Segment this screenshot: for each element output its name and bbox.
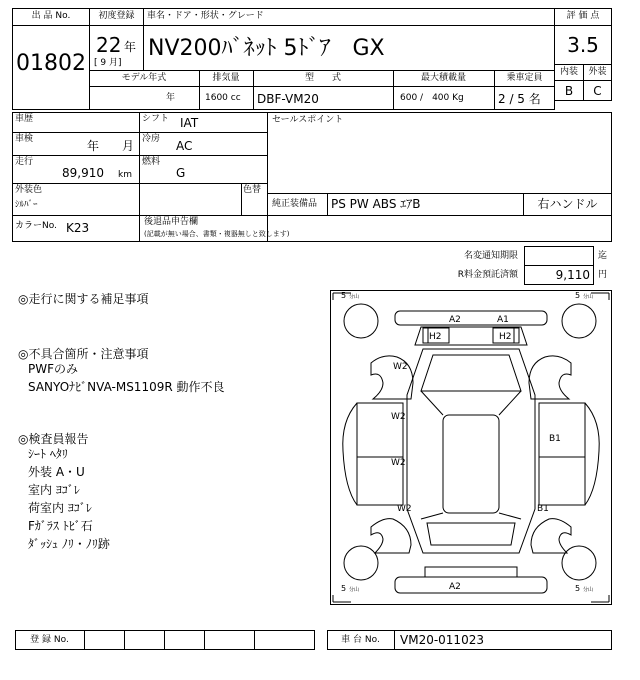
ac-value: AC	[176, 139, 193, 153]
damage-mark: B1	[549, 434, 561, 444]
ext-color-label: 外装色	[15, 185, 43, 195]
damage-mark: H2	[499, 332, 512, 342]
damage-mark: A2	[449, 315, 461, 325]
capacity-value: 2 / 5 名	[498, 92, 541, 106]
exterior-value: C	[593, 84, 602, 98]
damage-mark: H2	[429, 332, 442, 342]
handle-value: 右ハンドル	[537, 197, 598, 211]
score-label: 評 価 点	[566, 11, 600, 21]
tire-unit: 分山	[583, 294, 594, 300]
color-no-value: K23	[66, 221, 90, 235]
model-year-value: 年	[166, 93, 176, 103]
equipment-value: PS PW ABS ｴｱB	[331, 197, 421, 211]
recycle-value: 9,110	[555, 268, 590, 282]
interior-value: B	[564, 84, 574, 98]
exterior-label: 外装	[588, 67, 607, 77]
first-reg-label: 初度登録	[98, 11, 135, 21]
defect-line: SANYOﾅﾋﾞNVA-MS1109R 動作不良	[28, 380, 225, 394]
max-load-value: 600 / 400 Kg	[400, 93, 464, 103]
mileage-label: 走行	[15, 157, 34, 167]
damage-mark: A2	[449, 582, 461, 592]
tire-label: 5	[341, 584, 347, 593]
tire-label: 5	[341, 291, 347, 300]
reg-no-label: 登 録 No.	[30, 635, 69, 645]
defect-line: PWFのみ	[28, 362, 79, 376]
name-change-label: 名変通知期限	[463, 251, 518, 261]
inspector-line: 外装 A・U	[28, 465, 85, 479]
color-no-label: カラーNo.	[15, 221, 57, 231]
car-name-value: NV200ﾊﾞﾈｯﾄ 5ﾄﾞｱ GX	[148, 36, 385, 61]
shift-value: IAT	[180, 116, 199, 130]
model-year-label: モデル年式	[121, 73, 167, 83]
mileage-value: 89,910	[62, 166, 104, 180]
recycle-label: R料金預託済額	[457, 270, 518, 280]
type-value: DBF-VM20	[257, 92, 319, 106]
fuel-label: 燃料	[142, 157, 161, 167]
mileage-unit: km	[118, 170, 132, 180]
inspector-line: 荷室内 ﾖｺﾞﾚ	[28, 501, 92, 515]
chassis-value: VM20-011023	[400, 633, 484, 647]
fuel-value: G	[176, 166, 186, 180]
inspector-notes-title: ◎検査員報告	[18, 432, 89, 446]
displacement-label: 排気量	[212, 73, 240, 83]
damage-mark: W2	[393, 362, 408, 372]
history-label: 車歴	[15, 114, 34, 124]
inspector-line: 室内 ﾖｺﾞﾚ	[28, 483, 80, 497]
ac-label: 冷房	[142, 134, 161, 144]
inspector-line: ｼｰﾄ ﾍﾀﾘ	[28, 447, 68, 461]
max-load-label: 最大積載量	[420, 73, 466, 83]
tire-label: 5	[575, 584, 581, 593]
first-reg-month: [ 9 月]	[94, 58, 122, 68]
damage-mark: W2	[391, 412, 406, 422]
damage-mark: W2	[391, 458, 406, 468]
tire-unit: 分山	[349, 587, 360, 593]
inspector-line: ﾀﾞｯｼｭ ﾉﾘ・ﾉﾘ跡	[28, 537, 110, 551]
tire-unit: 分山	[583, 587, 594, 593]
tire-label: 5	[575, 291, 581, 300]
tire-unit: 分山	[349, 294, 360, 300]
sales-point-label: セールスポイント	[272, 115, 344, 125]
defect-notes-title: ◎不具合箇所・注意事項	[18, 347, 149, 361]
inspection-year: 年	[87, 139, 100, 153]
damage-mark: W2	[397, 504, 412, 514]
model-row-values	[89, 86, 555, 110]
capacity-label: 乗車定員	[506, 73, 543, 83]
first-reg-year-unit: 年	[124, 40, 137, 54]
damage-mark: B1	[537, 504, 549, 514]
lot-label: 出 品 No.	[31, 11, 71, 21]
color-change-label: 色替	[243, 185, 262, 195]
running-notes-title: ◎走行に関する補足事項	[18, 292, 149, 306]
first-reg-year: 22	[96, 33, 122, 57]
interior-label: 内装	[559, 67, 578, 77]
damage-mark: A1	[497, 315, 509, 325]
recycle-unit: 円	[598, 270, 608, 280]
car-name-label: 車名・ドア・形状・グレード	[147, 11, 264, 21]
lot-number: 01802	[16, 51, 86, 76]
inspection-month: 月	[122, 139, 135, 153]
car-diagram	[330, 290, 612, 605]
name-change-value-box	[524, 246, 594, 266]
name-change-unit: 迄	[598, 251, 608, 261]
score-value: 3.5	[567, 33, 599, 57]
aftermarket-note: (記載が無い場合、書類・複器無しと致します)	[144, 230, 290, 238]
inspection-label: 車検	[15, 134, 34, 144]
ext-color-value: ｼﾙﾊﾞｰ	[15, 200, 38, 210]
displacement-value: 1600 cc	[205, 93, 241, 103]
chassis-label: 車 台 No.	[341, 635, 380, 645]
aftermarket-label: 後退品申告欄	[144, 217, 199, 227]
equipment-label: 純正装備品	[272, 199, 318, 209]
shift-label: シフト	[142, 114, 170, 124]
inspector-line: Fｶﾞﾗｽ ﾄﾋﾞ石	[28, 519, 93, 533]
type-label: 型 式	[304, 73, 341, 83]
